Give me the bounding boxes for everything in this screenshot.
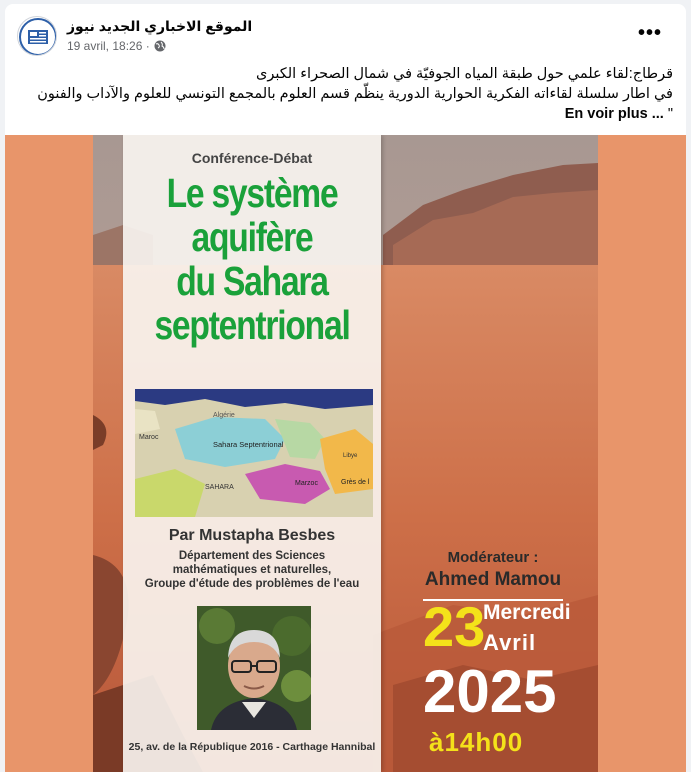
poster-title-line: du Sahara (176, 258, 328, 304)
department-line: Département des Sciences (178, 550, 326, 562)
date-year: 2025 (423, 658, 557, 725)
avatar[interactable] (17, 16, 57, 56)
post-text (17, 64, 673, 124)
speaker-name: Par Mustapha Besbes (168, 527, 336, 544)
moderator-name: Ahmed Mamou (424, 569, 562, 590)
post-text-line (17, 104, 673, 124)
date-month: Avril (483, 630, 537, 655)
department-line: mathématiques et naturelles, (172, 564, 332, 576)
post-text-line: قرطاج:لقاء علمي حول طبقة المياه الجوفيّة في شمال الصحراء الكبرى (256, 66, 673, 82)
post-card (5, 4, 686, 772)
date-weekday: Mercredi (483, 601, 571, 624)
map-label: Grès de l (341, 479, 370, 486)
more-options-button[interactable]: ••• (637, 22, 662, 44)
speaker-department (123, 549, 381, 591)
poster-title (123, 171, 381, 347)
page-name[interactable]: الموقع الاخباري الجديد نيوز (67, 18, 253, 34)
news-logo-icon (18, 17, 57, 56)
quote-mark: " (667, 106, 673, 122)
post-timestamp[interactable]: 19 avril, 18:26 · (67, 39, 150, 53)
globe-icon (154, 40, 166, 52)
event-address: 25, av. de la République 2016 - Carthage Hannibal (128, 741, 376, 753)
see-more-link[interactable]: En voir plus ... (564, 106, 664, 122)
speaker-photo (197, 606, 311, 730)
poster-title-line: aquifère (191, 214, 313, 260)
post-meta (67, 39, 166, 53)
aquifer-map (135, 389, 373, 517)
moderator-label: Modérateur : (447, 549, 539, 566)
department-line: Groupe d'étude des problèmes de l'eau (144, 578, 360, 590)
map-label: Marzoc (295, 480, 318, 487)
poster-kicker: Conférence-Débat (191, 150, 313, 166)
date-day-number: 23 (423, 595, 486, 658)
post-text-line: في اطار سلسلة لقاءاته الفكرية الحوارية الدورية ينظّم قسم العلوم بالمجمع التونسي للعلوم والآداب والفنون (37, 86, 673, 102)
post-image[interactable] (93, 135, 598, 772)
event-time: à14h00 (429, 727, 524, 757)
map-label: Maroc (139, 434, 159, 441)
post-header (17, 16, 677, 60)
map-label: SAHARA (205, 484, 234, 491)
poster-title-line: septentrional (154, 302, 350, 348)
poster-title-line: Le système (166, 170, 338, 216)
map-label: Sahara Septentrional (213, 440, 284, 449)
map-label: Algérie (213, 412, 235, 419)
map-label: Libye (343, 453, 358, 459)
